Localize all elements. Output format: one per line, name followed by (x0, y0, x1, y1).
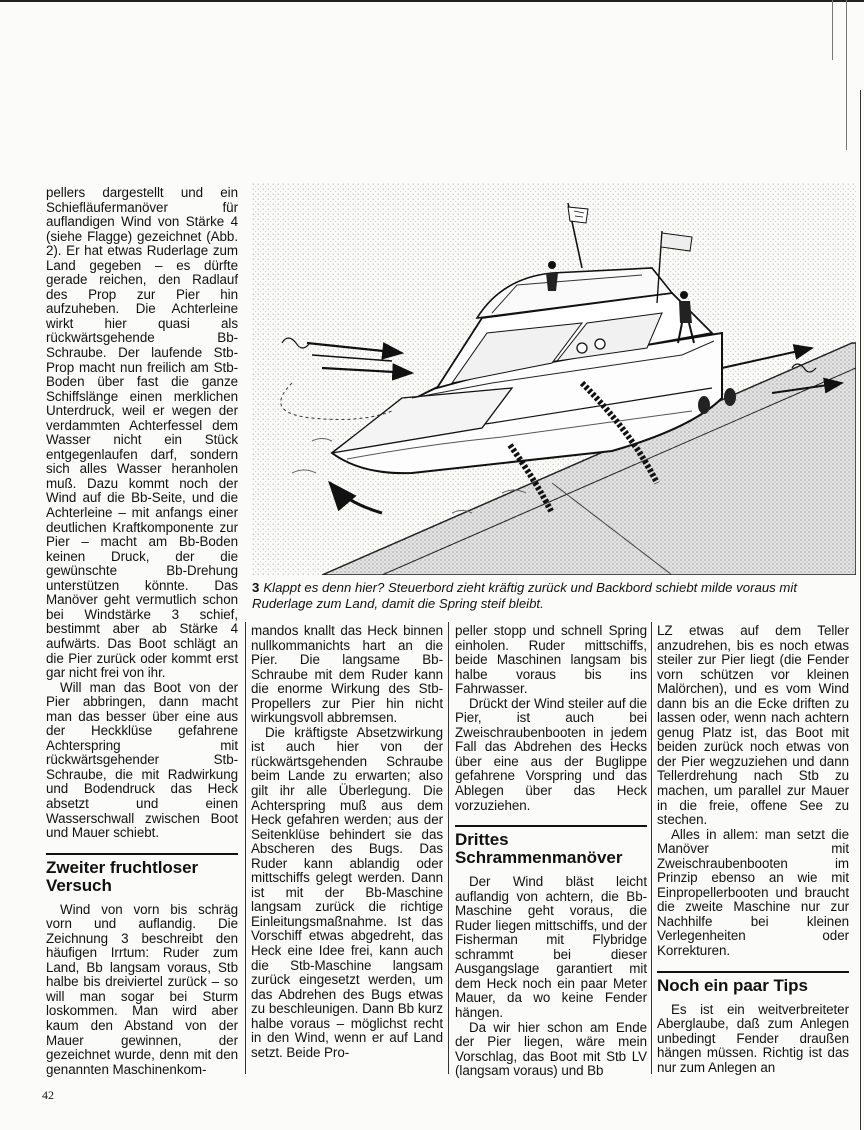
right-edge-rule-2 (846, 0, 847, 150)
paragraph: Alles in allem: man setzt die Manöver mit Zweischraubenbooten im Prinzip ebenso an wie mit Einpropellerbooten und braucht die zweite Maschine nur zur Nachhilfe bei kleinen Verlegenheiten oder Korrekturen. (657, 826, 849, 959)
text-column-1 (46, 186, 238, 1077)
right-edge-rule (832, 0, 833, 60)
paragraph: Es ist ein weitverbreiteter Aberglaube, daß zum Anlegen unbedingt Fender draußen hängen müssen. Richtig ist das nur zum Anlegen an (657, 1001, 849, 1075)
paragraph: Drückt der Wind steiler auf die Pier, ist auch bei Zweischraubenbooten in jedem Fall das Abdrehen des Hecks über eine aus der Buglippe gefahrene Vorspring und das Ablegen über das Heck vorzuziehen. (455, 695, 647, 813)
figure-caption (252, 580, 852, 612)
page-number: 42 (42, 1088, 54, 1102)
column-rule (651, 622, 652, 1074)
paragraph: LZ etwas auf dem Teller anzudrehen, bis es noch etwas steiler zur Pier liegt (die Fender vorn schützen vor kleinen Malörchen), und es vom Wind dann bis an die Ecke driften zu lassen oder, wenn nach achtern genug Platz ist, das Boot mit beiden zurück noch etwas von der Pier wegzuziehen und dann Tellerdrehung nach Stb zu machen, um parallel zur Mauer in die freie, offene See zu stechen. (657, 623, 849, 828)
paragraph: Da wir hier schon am Ende der Pier liegen, wäre mein Vorschlag, das Boot mit Stb LV (langsam voraus) und Bb (455, 1019, 647, 1079)
paragraph: Die kräftigste Absetzwirkung ist auch hier von der rückwärtsgehenden Schraube beim Lande zu erwarten; also gilt ihr alle Überlegung. Die Achterspring muß aus dem Heck gefahren werden; aus der Seitenklüse behindert sie das Abscheren des Bugs. Das Ruder kann ablandig oder mittschiffs gelegt werden. Dann ist mit der Bb-Maschine langsam zurück die richtige Einleitungsmaßnahme. Ist das Vorschiff etwas abgedreht, das Heck eine Idee frei, kann auch die Stb-Maschine langsam zurück eingesetzt werden, um das Abdrehen des Bugs etwas zu beschleunigen. Dann Bb kurz halbe voraus – möglichst recht in den Wind, wenn er auf Land setzt. Beide Pro- (251, 724, 443, 1060)
text-column-3 (455, 624, 647, 1079)
paragraph: Der Wind bläst leicht auflandig von achtern, die Bb-Maschine geht voraus, die Ruder liegen mittschiffs, und der Fisherman mit Flybridge schrammt bei dieser Ausgangslage garantiert mit dem Heck noch ein paar Meter Mauer, da wo keine Fender hängen. (455, 874, 647, 1021)
paragraph: pellers dargestellt und ein Schiefläufermanöver für auflandigen Wind von Stärke 4 (siehe Flagge) gezeichnet (Abb. 2). Er hat etwas Ruderlage zum Land gegeben – es dürfte gerade reichen, den Radlauf des Prop zur Pier hin aufzuheben. Die Achterleine wirkt hier quasi als rückwärtsgehende Bb-Schraube. Der laufende Stb-Prop macht nun freilich am Stb-Boden über fast die ganze Schiffslänge einen merklichen Unterdruck, weil er wegen der verdammten Achterfessel dem Wasser nicht ein Stück entgegenlaufen darf, sondern sich alles Wasser heranholen muß. Dazu kommt noch der Wind auf die Bb-Seite, und die Achterleine – mit anfangs einer deutlichen Kraftkomponente zur Pier – macht am Bb-Boden keinen Druck, der die gewünschte Bb-Drehung unterstützen könnte. Das Manöver geht vermutlich schon bei Windstärke 3 schief, bestimmt aber ab Stärke 4 aufwärts. Das Boot schlägt an die Pier zurück oder kommt erst gar nicht frei von ihr. (46, 185, 238, 681)
paragraph: mandos knallt das Heck binnen nullkommanichts hart an die Pier. Die langsame Bb-Schraube mit dem Ruder kann die enorme Wirkung des Stb-Propellers zur Pier hin nicht wirkungsvoll abbremsen. (251, 623, 443, 726)
figure-caption-text: Klappt es denn hier? Steuerbord zieht kräftig zurück und Backbord schiebt milde voraus mit Ruderlage zum Land, damit die Spring steif bleibt. (252, 580, 797, 611)
boat-illustration (252, 183, 856, 575)
paragraph: Will man das Boot von der Pier abbringen, dann macht man das besser über eine aus der Heckklüse gefahrene Achterspring mit rückwärtsgehender Stb-Schraube, die mit Radwirkung und Bodendruck das Heck absetzt und einen Wasserschwall zwischen Boot und Mauer schiebt. (46, 679, 238, 841)
column-rule (245, 622, 246, 1074)
right-margin-line (860, 90, 861, 1130)
paragraph: peller stopp und schnell Spring einholen. Ruder mittschiffs, beide Maschinen langsam bis halbe voraus bis ins Fahrwasser. (455, 623, 647, 697)
text-column-4 (657, 624, 849, 1075)
figure-number: 3 (252, 580, 260, 595)
section-heading: Drittes Schrammenmanöver (455, 825, 647, 867)
paragraph: Wind von vorn bis schräg vorn und auflandig. Die Zeichnung 3 beschreibt den häufigen Irrtum: Ruder zum Land, Bb langsam voraus, Stb halbe bis dreiviertel zurück – so will man sogar bei Sturm loskommen. Man wird aber kaum den Abstand von der Mauer gewinnen, der gezeichnet wurde, denn mit den genannten Maschinenkom- (46, 901, 238, 1077)
section-heading: Zweiter fruchtloser Versuch (46, 853, 238, 895)
column-rule (448, 622, 449, 1074)
top-rule (0, 0, 864, 2)
text-column-2 (251, 624, 443, 1060)
section-heading: Noch ein paar Tips (657, 971, 849, 995)
